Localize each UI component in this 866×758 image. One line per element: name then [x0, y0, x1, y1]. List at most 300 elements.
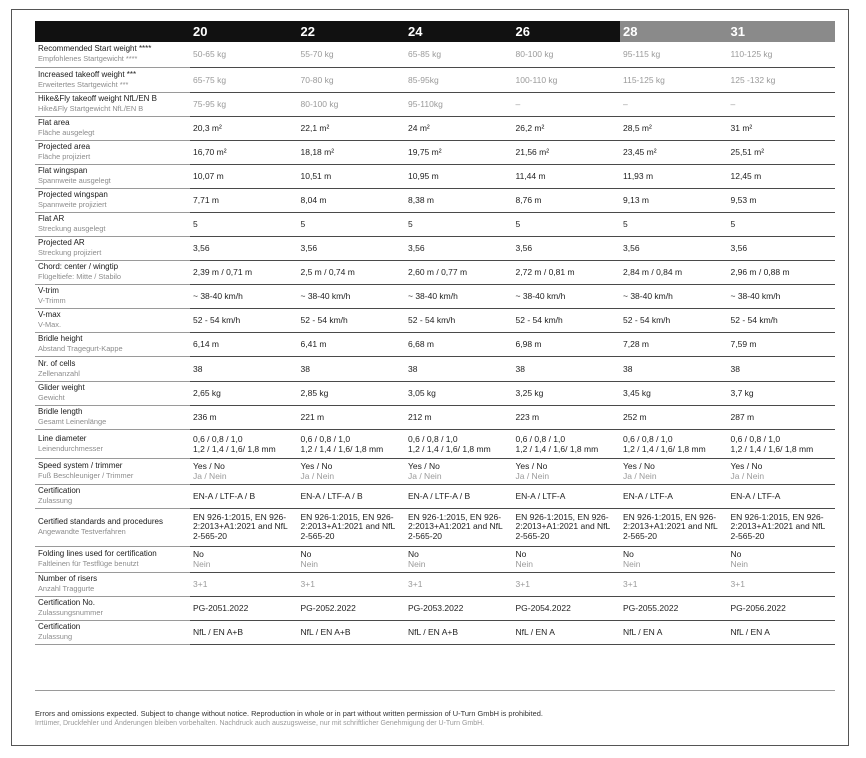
spec-value-text: 6,41 m: [300, 339, 327, 349]
spec-value: [620, 188, 728, 212]
row-label: [35, 381, 190, 405]
spec-value-text: 38: [193, 363, 203, 374]
spec-value: [728, 458, 836, 484]
spec-value-text: Yes / No: [300, 461, 333, 471]
spec-value-text: 125 -132 kg: [730, 74, 776, 85]
row-label-german: Leinendurchmesser: [38, 443, 103, 453]
spec-value-text: 223 m: [515, 412, 540, 422]
spec-row: [35, 212, 835, 236]
spec-value: [620, 42, 728, 67]
spec-value: [190, 92, 298, 116]
spec-value-text: NfL / EN A: [515, 627, 555, 637]
spec-value: [298, 164, 406, 188]
spec-value: [190, 67, 298, 92]
row-label-english: Increased takeoff weight ***: [38, 69, 137, 79]
spec-value-text: 3,56: [300, 243, 318, 253]
spec-value: [513, 405, 621, 429]
spec-value: [728, 546, 836, 572]
row-label-english: Hike&Fly takeoff weight NfL/EN B: [38, 94, 158, 103]
spec-value-text: 52 - 54 km/h: [730, 315, 778, 325]
spec-value-text: 115-125 kg: [623, 74, 665, 85]
spec-value: [513, 42, 621, 67]
spec-value-text: 2,85 kg: [300, 388, 329, 398]
spec-value-text: 2,84 m / 0,84 m: [623, 267, 683, 277]
spec-value: [405, 116, 513, 140]
spec-value-text: No: [515, 549, 527, 559]
spec-value: [513, 140, 621, 164]
row-label-german: Spannweite projiziert: [38, 200, 107, 209]
row-label: [35, 284, 190, 308]
spec-value: [190, 508, 298, 546]
spec-value-text: –: [730, 99, 736, 109]
row-label: [35, 405, 190, 429]
row-label-german: Zulassung: [38, 632, 73, 641]
size-header-1: 22: [298, 21, 406, 42]
spec-value: [728, 140, 836, 164]
spec-value-text: 3,56: [193, 243, 210, 253]
row-label-german: Fläche projiziert: [38, 152, 91, 161]
spec-value-text: NfL / EN A: [623, 627, 663, 637]
spec-value-text: 252 m: [623, 412, 647, 422]
spec-value: [728, 188, 836, 212]
row-label: [35, 546, 190, 572]
spec-value-text: 22,1 m²: [300, 123, 330, 133]
spec-value: [513, 508, 621, 546]
row-label: [35, 356, 190, 381]
spec-value-text: –: [623, 99, 628, 109]
spec-value-german: Nein: [730, 559, 748, 569]
spec-value-text: PG-2056.2022: [730, 603, 786, 613]
spec-value: [405, 164, 513, 188]
row-label-german: Spannweite ausgelegt: [38, 176, 111, 185]
spec-value: [190, 188, 298, 212]
spec-row: [35, 236, 835, 260]
row-label-german: Zellenanzahl: [38, 368, 80, 378]
spec-value: [405, 429, 513, 458]
spec-value-german: Ja / Nein: [515, 471, 550, 481]
spec-value-text: 38: [300, 363, 310, 374]
spec-value: [728, 164, 836, 188]
spec-value: [405, 405, 513, 429]
spec-value: [620, 164, 728, 188]
size-header-4: 28: [620, 21, 728, 42]
spec-value-text: 21,56 m²: [515, 147, 550, 157]
spec-value-text: EN-A / LTF-A / B: [300, 491, 363, 501]
spec-value: [728, 596, 836, 620]
size-header-5: 31: [728, 21, 836, 42]
spec-value: [298, 356, 406, 381]
spec-value-text: 3,45 kg: [623, 388, 651, 398]
spec-value: [620, 572, 728, 596]
spec-value: [405, 332, 513, 356]
spec-value-text: PG-2055.2022: [623, 603, 679, 613]
spec-value: [620, 284, 728, 308]
spec-value: [298, 308, 406, 332]
spec-value: [190, 596, 298, 620]
spec-row: [35, 260, 835, 284]
spec-value-text: 5: [408, 219, 413, 229]
spec-value-text: 11,44 m: [515, 171, 546, 181]
spec-value: [620, 356, 728, 381]
row-label: [35, 67, 190, 92]
size-header-0: 20: [190, 21, 298, 42]
spec-row: [35, 308, 835, 332]
spec-value-german: Ja / Nein: [408, 471, 442, 481]
spec-value: [298, 332, 406, 356]
spec-value: [513, 67, 621, 92]
spec-value: [513, 212, 621, 236]
spec-value-text: 38: [623, 363, 633, 374]
spec-value-text: 75-95 kg: [193, 99, 227, 109]
row-label-english: Projected AR: [38, 238, 85, 247]
row-label-german: V-Max.: [38, 320, 61, 329]
spec-row: [35, 92, 835, 116]
spec-value-text: 7,59 m: [730, 339, 757, 349]
spec-value-text: 55-70 kg: [300, 49, 334, 60]
spec-value-line: 1,2 / 1,4 / 1,6/ 1,8 mm: [623, 443, 706, 454]
spec-value: [190, 42, 298, 67]
spec-value: [513, 596, 621, 620]
spec-value: [190, 308, 298, 332]
spec-value-text: 236 m: [193, 412, 217, 422]
spec-value-text: 5: [515, 219, 521, 229]
spec-value-text: 80-100 kg: [300, 99, 339, 109]
spec-value: [728, 356, 836, 381]
spec-value-text: 19,75 m²: [408, 147, 442, 157]
spec-value-german: Nein: [515, 559, 533, 569]
spec-value: [728, 236, 836, 260]
spec-value: [405, 308, 513, 332]
spec-value: [513, 92, 621, 116]
spec-value: [190, 260, 298, 284]
spec-value: [728, 284, 836, 308]
spec-row: [35, 332, 835, 356]
spec-value: [190, 546, 298, 572]
spec-value: [405, 484, 513, 508]
row-label-english: Projected area: [38, 142, 91, 151]
row-label: [35, 620, 190, 644]
spec-value: [728, 42, 836, 67]
spec-value: [298, 429, 406, 458]
spec-value-text: 20,3 m²: [193, 123, 222, 133]
spec-value: [620, 508, 728, 546]
row-label-english: Line diameter: [38, 433, 87, 443]
spec-value-line: 1,2 / 1,4 / 1,6/ 1,8 mm: [408, 443, 491, 454]
row-label-english: Flat area: [38, 118, 70, 127]
spec-value-text: 2,96 m / 0,88 m: [730, 267, 790, 277]
spec-value: [405, 572, 513, 596]
row-label-english: Projected wingspan: [38, 190, 108, 199]
spec-value-text: 287 m: [730, 412, 755, 422]
spec-value-text: 24 m²: [408, 123, 430, 133]
spec-value-text: 38: [515, 363, 525, 374]
spec-value: [298, 546, 406, 572]
spec-row: [35, 381, 835, 405]
spec-value-text: 10,51 m: [300, 171, 332, 181]
spec-value-text: 6,98 m: [515, 339, 542, 349]
spec-row: [35, 164, 835, 188]
spec-value-text: No: [408, 549, 419, 559]
spec-value-text: 31 m²: [730, 123, 753, 133]
spec-value: [728, 381, 836, 405]
spec-value: [620, 405, 728, 429]
spec-value-text: 80-100 kg: [515, 49, 554, 60]
spec-value-text: EN 926-1:2015, EN 926-2:2013+A1:2021 and NfL 2-565-20: [300, 511, 395, 541]
spec-value: [513, 236, 621, 260]
spec-value-german: Nein: [300, 559, 318, 569]
spec-value-text: 11,93 m: [623, 171, 654, 181]
spec-row: [35, 620, 835, 644]
size-header-row: [35, 21, 835, 42]
row-label-german: Anzahl Traggurte: [38, 584, 95, 593]
spec-value-line: 0,6 / 0,8 / 1,0: [408, 433, 458, 444]
spec-value-text: EN 926-1:2015, EN 926-2:2013+A1:2021 and NfL 2-565-20: [730, 511, 825, 541]
row-label-english: Flat AR: [38, 214, 65, 223]
spec-value-text: ~ 38-40 km/h: [193, 291, 243, 301]
spec-row: [35, 508, 835, 546]
spec-value-text: 65-75 kg: [193, 74, 227, 85]
spec-value-text: EN 926-1:2015, EN 926-2:2013+A1:2021 and NfL 2-565-20: [408, 511, 503, 541]
spec-value-text: ~ 38-40 km/h: [408, 291, 458, 301]
row-label-german: Gewicht: [38, 393, 65, 402]
spec-value: [513, 620, 621, 644]
spec-value: [620, 620, 728, 644]
row-label-english: Bridle length: [38, 407, 83, 416]
spec-value: [405, 67, 513, 92]
row-label: [35, 484, 190, 508]
spec-value-text: 12,45 m: [730, 171, 762, 181]
disclaimer-english: Errors and omissions expected. Subject to change without notice. Reproduction in whole or in part without written permission of U-Turn GmbH is prohibited.: [35, 709, 543, 718]
spec-row: [35, 596, 835, 620]
spec-value: [405, 356, 513, 381]
spec-value: [298, 42, 406, 67]
spec-value: [620, 140, 728, 164]
spec-value-text: PG-2054.2022: [515, 603, 571, 613]
spec-row: [35, 140, 835, 164]
spec-value-line: 1,2 / 1,4 / 1,6/ 1,8 mm: [515, 443, 599, 454]
spec-value: [190, 356, 298, 381]
spec-value-text: 50-65 kg: [193, 49, 227, 60]
spec-value: [728, 308, 836, 332]
row-label-english: Number of risers: [38, 574, 98, 583]
row-label-german: Fläche ausgelegt: [38, 128, 95, 137]
row-label: [35, 260, 190, 284]
spec-value-text: 3,56: [730, 243, 748, 253]
row-label-german: V-Trimm: [38, 296, 66, 305]
spec-value-text: 8,76 m: [515, 195, 542, 205]
row-label-english: Chord: center / wingtip: [38, 262, 119, 271]
row-label-german: Zulassung: [38, 496, 73, 505]
spec-value-text: 8,04 m: [300, 195, 327, 205]
spec-value-text: 52 - 54 km/h: [623, 315, 671, 325]
spec-value-text: NfL / EN A+B: [193, 627, 243, 637]
spec-value: [513, 164, 621, 188]
spec-value: [298, 116, 406, 140]
spec-value-text: 5: [623, 219, 628, 229]
spec-value-text: NfL / EN A+B: [300, 627, 351, 637]
spec-row: [35, 546, 835, 572]
spec-value: [298, 236, 406, 260]
spec-value-text: 2,60 m / 0,77 m: [408, 267, 468, 277]
spec-value: [513, 429, 621, 458]
spec-value: [728, 332, 836, 356]
spec-value: [620, 92, 728, 116]
spec-value-text: NfL / EN A: [730, 627, 770, 637]
spec-value: [190, 140, 298, 164]
spec-value-text: Yes / No: [623, 461, 655, 471]
spec-value-text: 16,70 m²: [193, 147, 227, 157]
spec-value-text: No: [300, 549, 312, 559]
spec-value: [190, 332, 298, 356]
spec-value-text: 70-80 kg: [300, 74, 334, 85]
spec-value: [513, 381, 621, 405]
spec-value-text: 23,45 m²: [623, 147, 657, 157]
row-label: [35, 164, 190, 188]
spec-value: [620, 381, 728, 405]
spec-value: [298, 458, 406, 484]
spec-value: [190, 236, 298, 260]
spec-value: [728, 405, 836, 429]
row-label-english: V-max: [38, 310, 61, 319]
spec-value-line: 0,6 / 0,8 / 1,0: [300, 433, 351, 444]
spec-value-text: 95-115 kg: [623, 49, 661, 60]
spec-value-text: 3+1: [623, 579, 638, 589]
spec-value-text: EN 926-1:2015, EN 926-2:2013+A1:2021 and NfL 2-565-20: [193, 511, 288, 541]
spec-value-text: 7,28 m: [623, 339, 649, 349]
spec-value: [190, 284, 298, 308]
spec-value: [513, 572, 621, 596]
spec-value-text: NfL / EN A+B: [408, 627, 458, 637]
spec-value-text: 10,95 m: [408, 171, 439, 181]
spec-value-text: –: [515, 99, 521, 109]
spec-value-text: 28,5 m²: [623, 123, 652, 133]
row-label-english: Certification: [38, 622, 81, 631]
row-label: [35, 116, 190, 140]
spec-value: [298, 572, 406, 596]
spec-value: [620, 458, 728, 484]
spec-value-text: 7,71 m: [193, 195, 219, 205]
spec-value: [405, 546, 513, 572]
spec-value: [513, 308, 621, 332]
spec-value: [513, 116, 621, 140]
row-label-german: Faltleinen für Testflüge benutzt: [38, 559, 139, 568]
spec-value-text: 6,68 m: [408, 339, 434, 349]
spec-value-text: EN-A / LTF-A / B: [193, 491, 256, 501]
spec-value: [620, 546, 728, 572]
row-label-english: Glider weight: [38, 383, 85, 392]
spec-value-text: EN-A / LTF-A: [515, 491, 566, 501]
spec-value: [405, 458, 513, 484]
spec-value-text: 3,56: [408, 243, 425, 253]
spec-value: [513, 484, 621, 508]
spec-value: [190, 572, 298, 596]
spec-value: [298, 405, 406, 429]
spec-value: [620, 67, 728, 92]
spec-value: [405, 188, 513, 212]
spec-row: [35, 405, 835, 429]
spec-value: [728, 260, 836, 284]
spec-value: [728, 429, 836, 458]
spec-value-text: ~ 38-40 km/h: [515, 291, 566, 301]
spec-value-line: 1,2 / 1,4 / 1,6/ 1,8 mm: [193, 443, 276, 454]
spec-value-text: 5: [300, 219, 306, 229]
spec-row: [35, 356, 835, 381]
spec-value: [620, 332, 728, 356]
row-label: [35, 572, 190, 596]
spec-row: [35, 67, 835, 92]
spec-value: [190, 429, 298, 458]
spec-row: [35, 42, 835, 67]
spec-value: [405, 236, 513, 260]
spec-value: [513, 260, 621, 284]
row-label-english: V-trim: [38, 286, 59, 295]
spec-value-text: 9,13 m: [623, 195, 649, 205]
spec-value-text: 95-110kg: [408, 99, 443, 109]
disclaimer-german: Irrtümer, Druckfehler und Änderungen bleiben vorbehalten. Nachdruck auch auszugsweise, nur mit schriftlicher Genehmigung der U-Turn GmbH.: [35, 720, 485, 727]
spec-value-text: PG-2051.2022: [193, 603, 249, 613]
spec-value-text: ~ 38-40 km/h: [730, 291, 781, 301]
spec-value-text: 52 - 54 km/h: [408, 315, 456, 325]
spec-value: [405, 284, 513, 308]
spec-value: [513, 458, 621, 484]
spec-body: [35, 42, 835, 644]
row-label-german: Empfohlenes Startgewicht ****: [38, 54, 138, 64]
row-label-english: Folding lines used for certification: [38, 549, 157, 558]
spec-value-line: 0,6 / 0,8 / 1,0: [623, 433, 673, 444]
row-label-german: Streckung ausgelegt: [38, 224, 106, 233]
spec-value-text: EN 926-1:2015, EN 926-2:2013+A1:2021 and NfL 2-565-20: [515, 511, 610, 541]
spec-value: [405, 42, 513, 67]
spec-value-text: 8,38 m: [408, 195, 434, 205]
row-label: [35, 236, 190, 260]
spec-value: [298, 620, 406, 644]
spec-value: [190, 212, 298, 236]
row-label-german: Fuß Beschleuniger / Trimmer: [38, 471, 134, 480]
spec-value-german: Nein: [623, 559, 641, 569]
spec-value-text: 52 - 54 km/h: [193, 315, 241, 325]
spec-value-text: EN-A / LTF-A: [623, 491, 673, 501]
spec-value-text: 65-85 kg: [408, 49, 442, 60]
footer: [35, 690, 835, 727]
spec-row: [35, 572, 835, 596]
spec-value: [728, 92, 836, 116]
spec-value-text: 38: [730, 363, 740, 374]
spec-value: [620, 596, 728, 620]
spec-value-text: Yes / No: [730, 461, 763, 471]
header-corner: [35, 21, 190, 42]
row-label: [35, 458, 190, 484]
size-header-3: 26: [513, 21, 621, 42]
row-label-german: Angewandte Testverfahren: [38, 527, 126, 536]
spec-value-text: 5: [193, 219, 198, 229]
spec-value-german: Nein: [193, 559, 211, 569]
spec-value-text: 2,72 m / 0,81 m: [515, 267, 575, 277]
spec-value: [298, 260, 406, 284]
spec-value: [405, 381, 513, 405]
spec-value-text: No: [193, 549, 204, 559]
spec-value: [405, 508, 513, 546]
spec-value: [620, 236, 728, 260]
spec-value-text: PG-2052.2022: [300, 603, 356, 613]
spec-value-text: 6,14 m: [193, 339, 219, 349]
spec-value: [513, 546, 621, 572]
spec-value: [298, 284, 406, 308]
spec-value-text: 3,56: [623, 243, 640, 253]
row-label: [35, 308, 190, 332]
spec-value: [513, 188, 621, 212]
spec-value: [620, 429, 728, 458]
row-label-english: Speed system / trimmer: [38, 461, 123, 470]
